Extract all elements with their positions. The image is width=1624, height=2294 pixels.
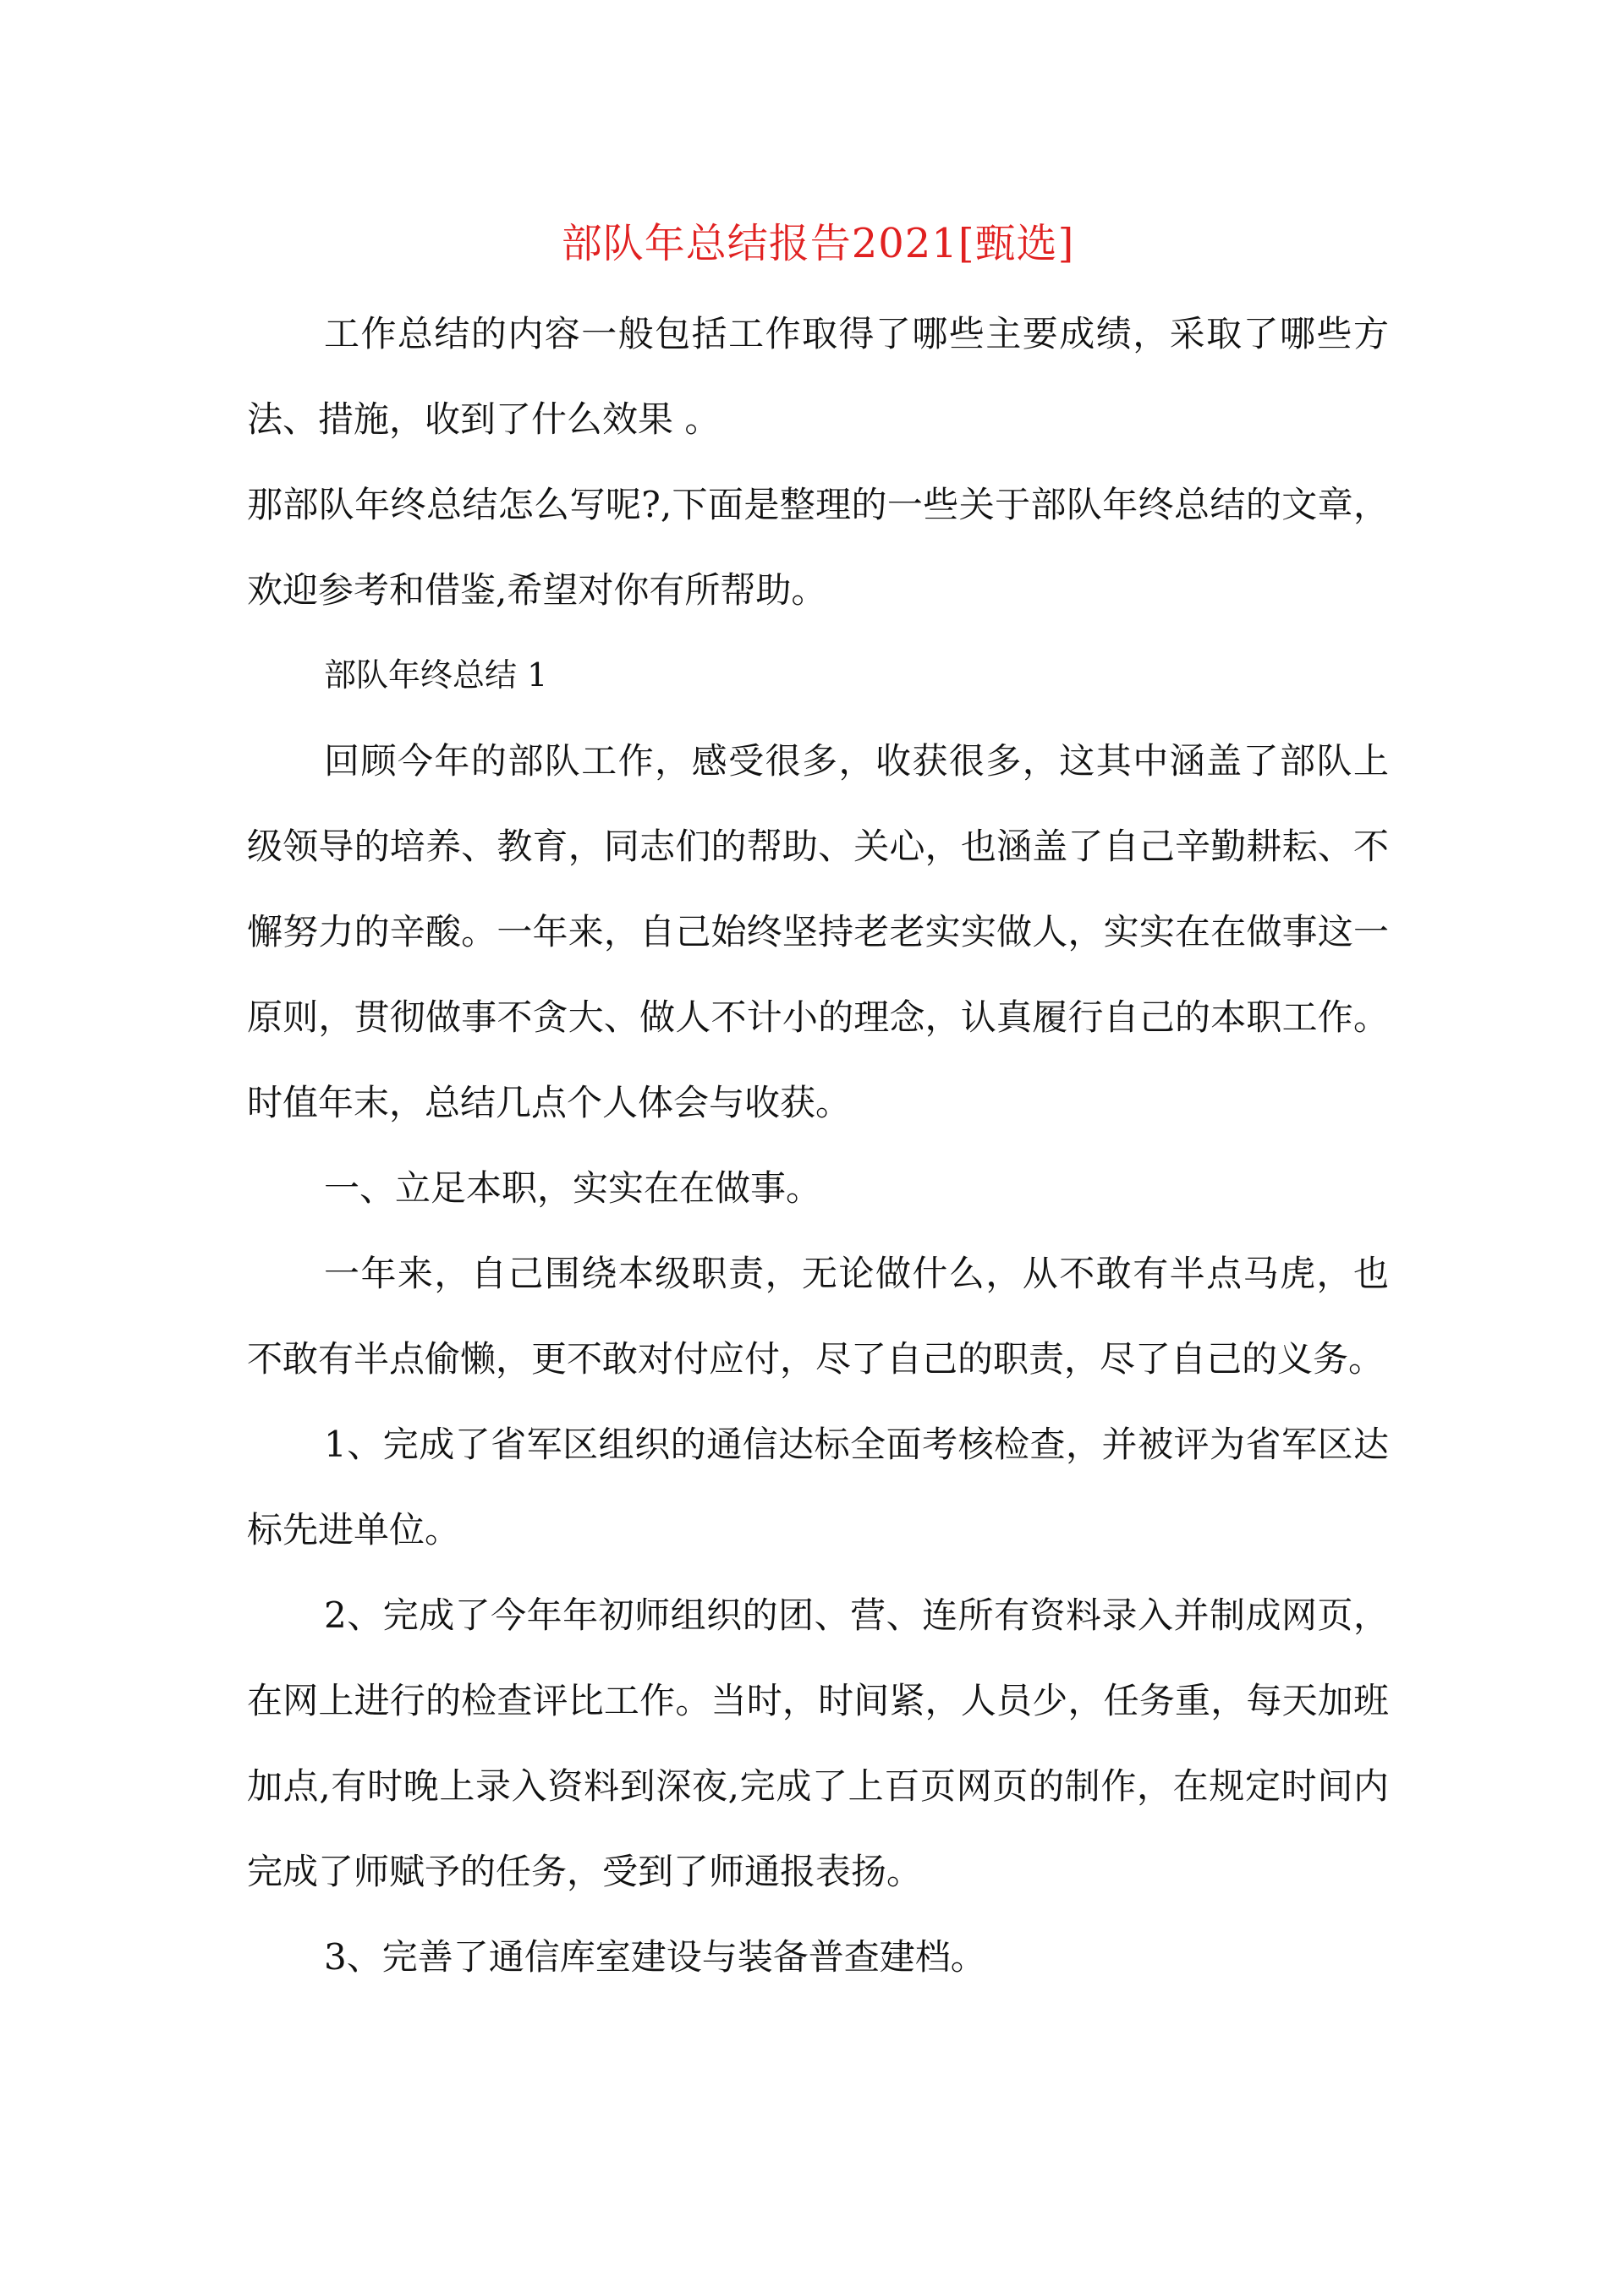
paragraph-duties: 一年来，自己围绕本级职责，无论做什么，从不敢有半点马虎，也不敢有半点偷懒，更不敢对付应付，尽了自己的职责，尽了自己的义务。 bbox=[247, 1253, 1389, 1380]
document-body bbox=[247, 203, 1389, 2000]
paragraph-intro-2: 那部队年终总结怎么写呢?,下面是整理的一些关于部队年终总结的文章，欢迎参考和借鉴,希望对你有所帮助。 bbox=[247, 484, 1389, 611]
paragraph-intro-1: 工作总结的内容一般包括工作取得了哪些主要成绩，采取了哪些方法、措施，收到了什么效果 。 bbox=[247, 313, 1389, 440]
document-title: 部队年总结报告2021[甄选] bbox=[561, 220, 1075, 267]
list-item-2: 2、完成了今年年初师组织的团、营、连所有资料录入并制成网页，在网上进行的检查评比工作。当时，时间紧，人员少，任务重，每天加班加点,有时晚上录入资料到深夜,完成了上百页网页的制作，在规定时间内完成了师赋予的任务，受到了师通报表扬。 bbox=[247, 1594, 1389, 1892]
section-heading-1: 部队年终总结 1 bbox=[324, 656, 548, 694]
subheading-1: 一、立足本职，实实在在做事。 bbox=[324, 1167, 822, 1209]
list-item-1: 1、完成了省军区组织的通信达标全面考核检查，并被评为省军区达标先进单位。 bbox=[247, 1424, 1389, 1550]
paragraph-review: 回顾今年的部队工作，感受很多，收获很多，这其中涵盖了部队上级领导的培养、教育，同志们的帮助、关心，也涵盖了自己辛勤耕耘、不懈努力的辛酸。一年来，自己始终坚持老老实实做人，实实在在做事这一原则，贯彻做事不贪大、做人不计小的理念，认真履行自己的本职工作。时值年末，总结几点个人体会与收获。 bbox=[247, 740, 1389, 1123]
list-item-3: 3、完善了通信库室建设与装备普查建档。 bbox=[324, 1936, 986, 1978]
